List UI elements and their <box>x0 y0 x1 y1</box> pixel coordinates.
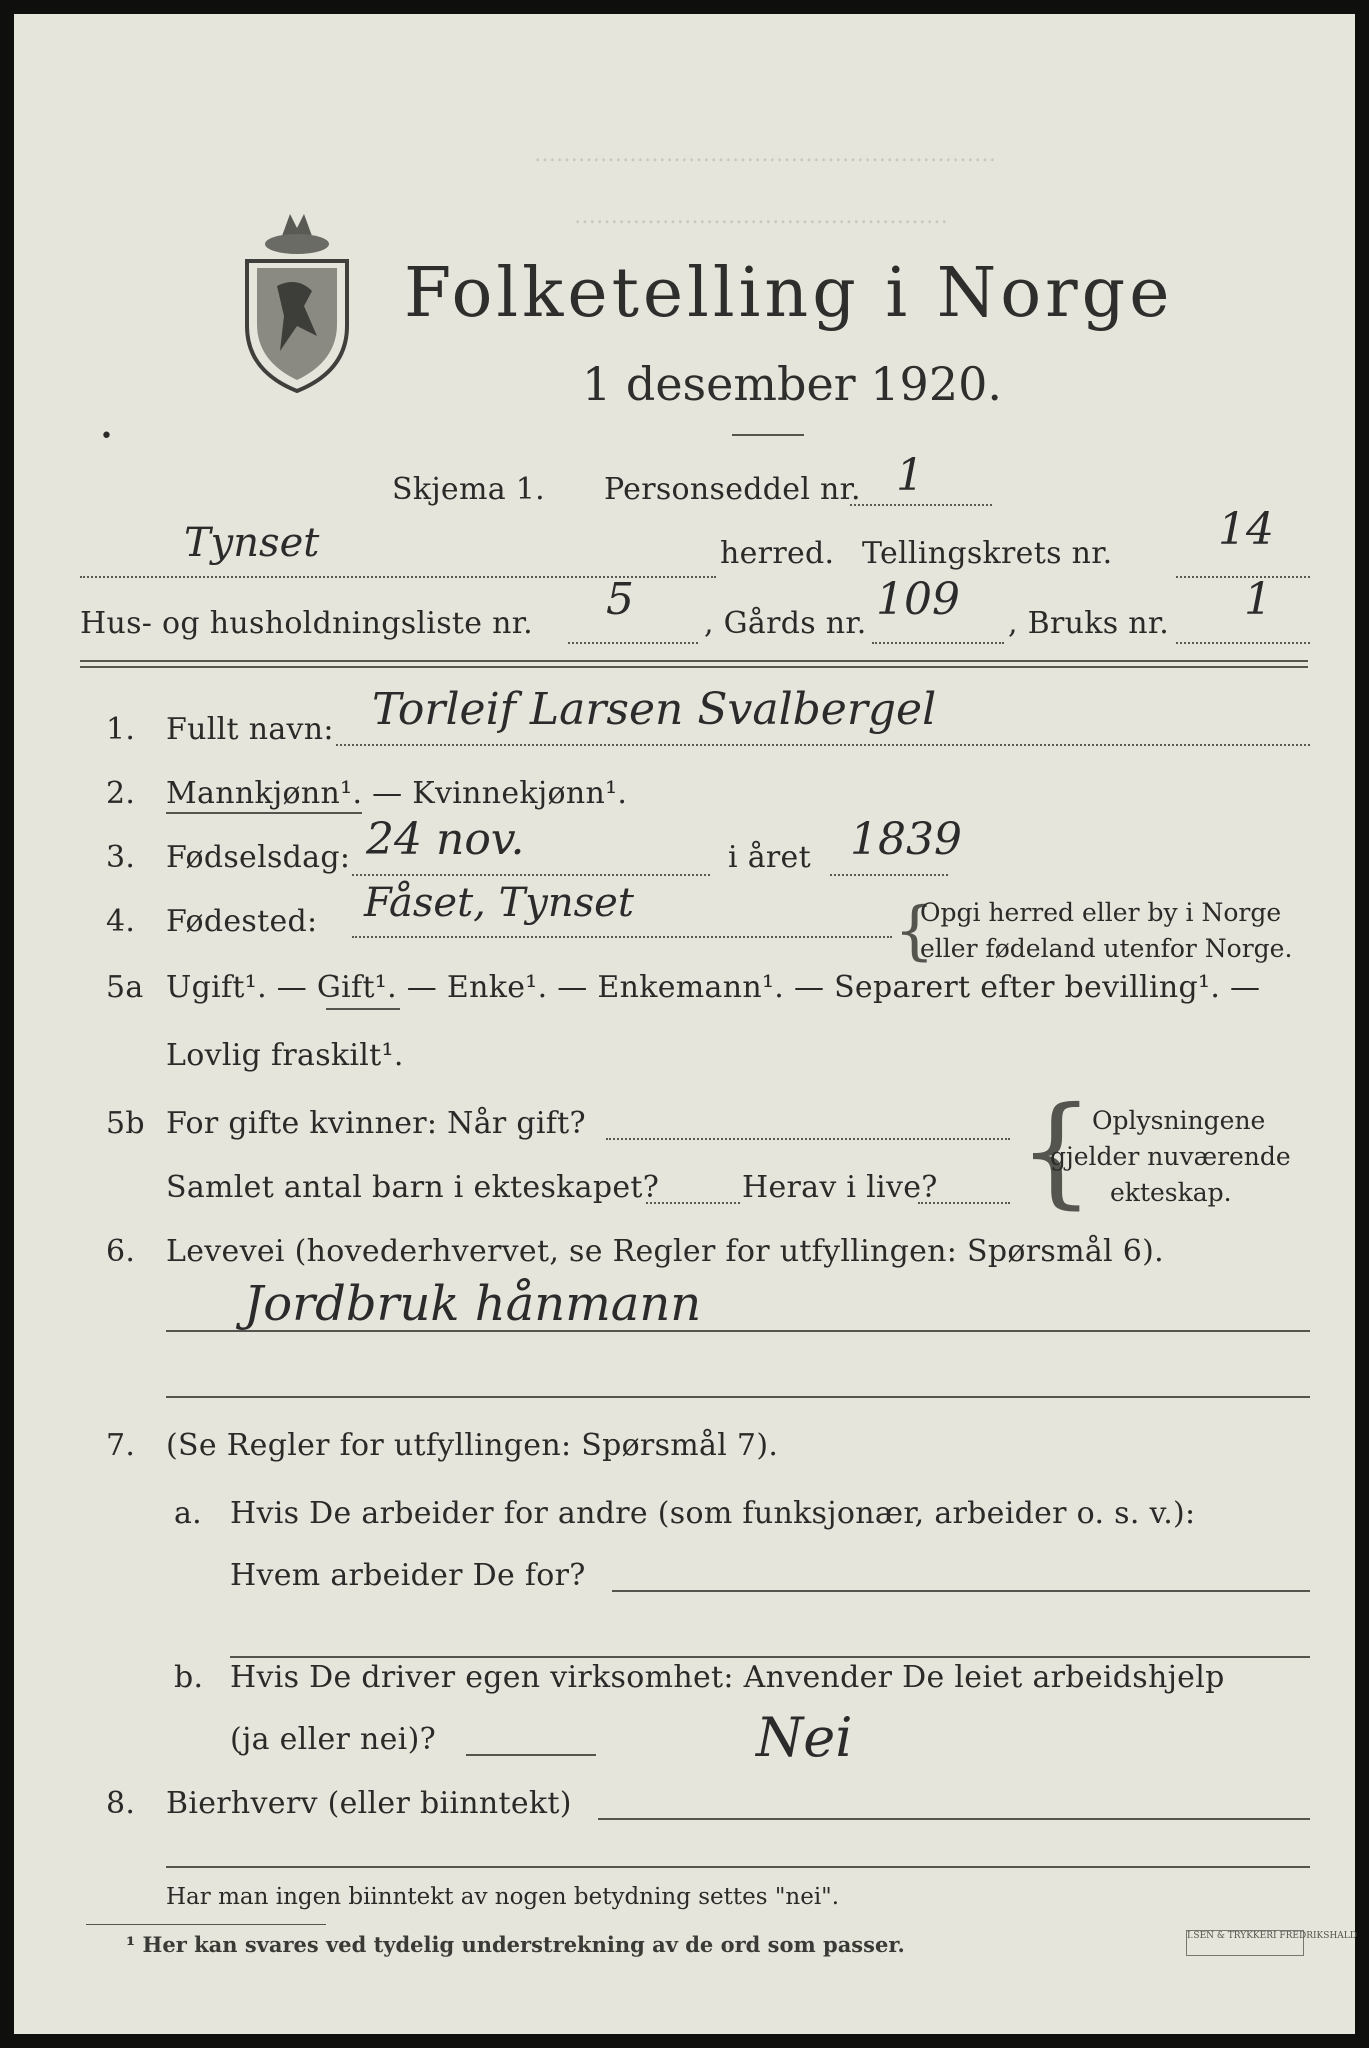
form-title: Folketelling i Norge <box>404 254 1174 333</box>
q3-year-line <box>830 874 948 876</box>
q8-number: 8. <box>106 1786 136 1821</box>
q1-number: 1. <box>106 712 136 747</box>
q5b-children-line <box>646 1202 740 1204</box>
printer-stamp <box>1186 1930 1357 1956</box>
q4-number: 4. <box>106 904 136 939</box>
tellingskrets-line <box>1176 576 1310 578</box>
q1-value[interactable]: Torleif Larsen Svalbergel <box>372 684 937 735</box>
q3-year-label: i året <box>728 840 811 875</box>
schema-label: Skjema 1. <box>392 472 545 507</box>
q7a-letter: a. <box>174 1496 203 1531</box>
q4-note-line2: eller fødeland utenfor Norge. <box>920 934 1293 963</box>
q2-underline-mannkjonn <box>166 812 362 814</box>
margin-dot: • <box>100 424 113 449</box>
q5b-alive-line <box>918 1202 1010 1204</box>
q6-number: 6. <box>106 1234 136 1269</box>
q5b-note-line2: gjelder nuværende <box>1050 1142 1291 1171</box>
gards-value[interactable]: 109 <box>876 574 960 625</box>
husholdningsliste-label: Hus- og husholdningsliste nr. <box>80 606 533 641</box>
footnote-rule <box>86 1924 326 1925</box>
husholdningsliste-value[interactable]: 5 <box>606 574 634 625</box>
q5b-note-line3: ekteskap. <box>1110 1178 1232 1207</box>
personseddel-value[interactable]: 1 <box>896 450 924 501</box>
q8-label: Bierhverv (eller biinntekt) <box>166 1786 572 1821</box>
q7a-question: Hvem arbeider De for? <box>230 1558 586 1593</box>
gards-line <box>872 642 1004 644</box>
q8-line2 <box>166 1866 1310 1868</box>
q5b-line1: For gifte kvinner: Når gift? <box>166 1106 586 1141</box>
personseddel-label: Personseddel nr. <box>604 472 861 507</box>
tellingskrets-value[interactable]: 14 <box>1218 504 1274 555</box>
bruks-value[interactable]: 1 <box>1244 574 1272 625</box>
husholdningsliste-line <box>568 642 698 644</box>
q5b-alive-label: Herav i live? <box>742 1170 938 1205</box>
q6-line1 <box>166 1330 1310 1332</box>
q3-label: Fødselsdag: <box>166 840 351 875</box>
herred-value[interactable]: Tynset <box>184 520 320 566</box>
q7-number: 7. <box>106 1428 136 1463</box>
norway-coat-of-arms-emblem <box>232 196 362 396</box>
printer-stamp-text: I.SEN & TRYKKERI FREDRIKSHALD <box>1187 1931 1357 1941</box>
q3-day-value[interactable]: 24 nov. <box>366 814 525 865</box>
q5a-underline-gift <box>326 1008 400 1010</box>
gards-label: , Gårds nr. <box>704 606 867 641</box>
q5b-number: 5b <box>106 1106 145 1141</box>
q7a-line1 <box>612 1590 1310 1592</box>
tellingskrets-label: Tellingskrets nr. <box>862 536 1113 571</box>
q4-value[interactable]: Fåset, Tynset <box>364 880 634 926</box>
q7b-text: Hvis De driver egen virksomhet: Anvender De leiet arbeidshjelp <box>230 1660 1225 1695</box>
q4-label: Fødested: <box>166 904 318 939</box>
q5b-children-label: Samlet antal barn i ekteskapet? <box>166 1170 660 1205</box>
q5a-number: 5a <box>106 970 144 1005</box>
q7b-question: (ja eller nei)? <box>230 1722 436 1757</box>
q3-day-line <box>352 874 710 876</box>
q3-year-value[interactable]: 1839 <box>850 814 962 865</box>
bleed-text-line: …………………………………………… <box>574 204 948 229</box>
q7b-letter: b. <box>174 1660 204 1695</box>
q7-label: (Se Regler for utfyllingen: Spørsmål 7). <box>166 1428 779 1463</box>
q7a-line2 <box>230 1656 1310 1658</box>
q1-line <box>336 744 1310 746</box>
q2-number: 2. <box>106 776 136 811</box>
q5b-brace: { <box>1018 1082 1095 1221</box>
title-divider <box>732 434 804 436</box>
q1-label: Fullt navn: <box>166 712 334 747</box>
q7b-value[interactable]: Nei <box>756 1706 853 1769</box>
q7a-text: Hvis De arbeider for andre (som funksjonær, arbeider o. s. v.): <box>230 1496 1196 1531</box>
bleed-text-line: ……………………………………………………… <box>534 142 996 167</box>
q8-line1 <box>598 1818 1310 1820</box>
q6-label: Levevei (hovederhvervet, se Regler for utfyllingen: Spørsmål 6). <box>166 1234 1164 1269</box>
footnote: ¹ Her kan svares ved tydelig understrekning av de ord som passer. <box>126 1932 905 1957</box>
q5a-line2: Lovlig fraskilt¹. <box>166 1038 404 1073</box>
q4-line <box>352 936 892 938</box>
census-date: 1 desember 1920. <box>582 357 1002 411</box>
q2-label: Mannkjønn¹. — Kvinnekjønn¹. <box>166 776 628 811</box>
q5b-married-line <box>606 1138 1010 1140</box>
q5b-note-line1: Oplysningene <box>1092 1106 1266 1135</box>
q6-value[interactable]: Jordbruk hånmann <box>244 1276 702 1332</box>
q3-number: 3. <box>106 840 136 875</box>
q8-note: Har man ingen biinntekt av nogen betydning settes "nei". <box>166 1884 840 1910</box>
header-double-rule-top <box>80 660 1308 662</box>
q4-brace: { <box>894 894 935 968</box>
header-double-rule-bottom <box>80 666 1308 668</box>
q4-note-line1: Opgi herred eller by i Norge <box>920 898 1282 927</box>
q6-line2 <box>166 1396 1310 1398</box>
census-form-sheet <box>14 14 1355 2034</box>
bruks-line <box>1176 642 1310 644</box>
bruks-label: , Bruks nr. <box>1008 606 1170 641</box>
q5a-line1: Ugift¹. — Gift¹. — Enke¹. — Enkemann¹. — Separert efter bevilling¹. — <box>166 970 1261 1005</box>
q7b-line <box>466 1754 596 1756</box>
herred-label: herred. <box>720 536 835 571</box>
personseddel-line <box>850 504 992 506</box>
